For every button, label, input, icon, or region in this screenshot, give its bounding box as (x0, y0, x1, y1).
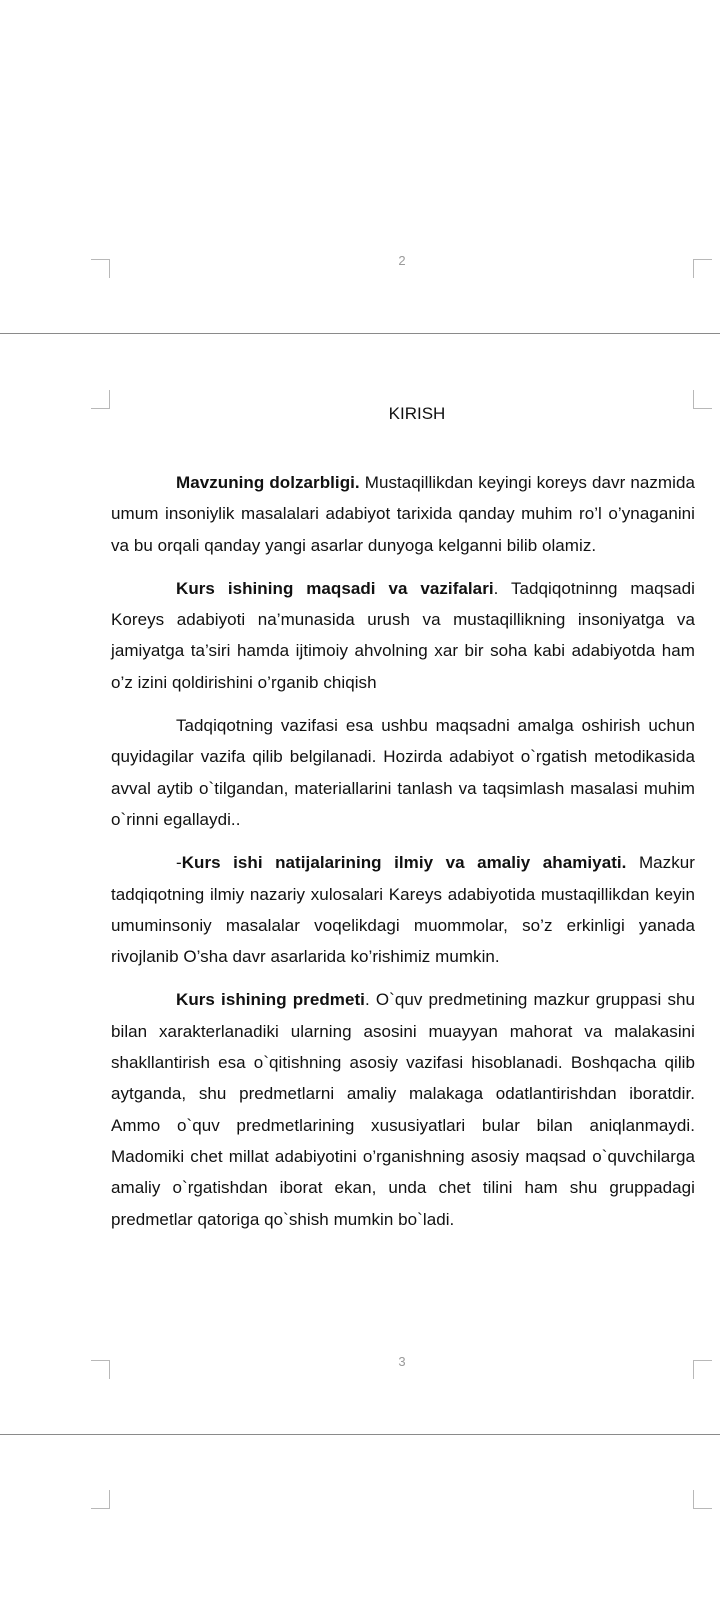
paragraph-body: . Tadqiqotninng maqsadi Koreys adabiyoti na’munasida urush va mustaqillikning insoniyatga va jamiyatga ta’siri hamda ijtimoiy ahvolning xar bir soha kabi adabiyotda ham o’z izini qoldirishini o’rganib chiqish (111, 578, 696, 692)
paragraph-body: Mustaqillikdan keyingi koreys davr nazmida umum insoniylik masalalari adabiyot tarixida qanday muhim ro’l o’ynaganini va bu orqali qanday yangi asarlar dunyoga kelganni bilib olamiz. (111, 473, 695, 555)
page-corner-mark (693, 1360, 712, 1379)
paragraph-heading: Kurs ishining maqsadi va vazifalari (176, 578, 494, 598)
page-number-2: 2 (398, 253, 406, 268)
page-content (111, 402, 695, 1247)
document-title: KIRISH (388, 404, 446, 423)
page-corner-mark (693, 390, 712, 409)
paragraph-tasks (111, 710, 695, 835)
paragraph-body: Mazkur tadqiqotning ilmiy nazariy xulosalari Kareys adabiyotida mustaqillikdan keyin umuminsoniy masalalar voqelikdagi muommolar, so’z erkinligi yanada rivojlanib O’sha davr asarlarida ko’rishimiz mumkin. (111, 853, 695, 967)
paragraph-prefix: - (176, 853, 182, 873)
paragraph-body: . O`quv predmetining mazkur gruppasi shu bilan xarakterlanadiki ularning asosini muayyan mahorat va malakasini shakllantirish esa o`qitishning asosiy vazifasi hisoblanadi. Boshqacha qilib aytganda, shu predmetlarni amaliy malakaga odatlantirishdan iboratdir. Ammo o`quv predmetlarining xususiyatlari bular bilan aniqlanmaydi. Madomiki chet millat adabiyotini o’rganishning asosiy maqsad o`quvchilarga amaliy o`rgatishdan iborat ekan, unda chet tilini ham shu gruppadagi predmetlar qatoriga qo`shish mumkin bo`ladi. (111, 990, 696, 1229)
paragraph-heading: Mavzuning dolzarbligi. (176, 473, 360, 492)
paragraph-heading: Kurs ishi natijalarining ilmiy va amaliy ahamiyati. (181, 853, 627, 873)
page-corner-mark (693, 259, 712, 278)
paragraph-heading: Kurs ishining predmeti (176, 990, 365, 1010)
paragraph-subject (111, 984, 695, 1234)
paragraph-purpose (111, 573, 695, 698)
page-corner-mark (91, 259, 110, 278)
page-corner-mark (91, 1360, 110, 1379)
paragraph-significance (111, 847, 695, 972)
paragraph-relevance (111, 467, 695, 561)
page-number-3: 3 (398, 1354, 406, 1369)
page-separator (0, 1434, 720, 1435)
page-corner-mark (91, 1490, 110, 1509)
paragraph-body: Tadqiqotning vazifasi esa ushbu maqsadni amalga oshirish uchun quyidagilar vazifa qilib belgilanadi. Hozirda adabiyot o`rgatish metodikasida avval aytib o`tilgandan, materiallarini tanlash va taqsimlash masalasi muhim o`rinni egallaydi.. (111, 716, 695, 829)
page-separator (0, 333, 720, 334)
page-corner-mark (91, 390, 110, 409)
page-corner-mark (693, 1490, 712, 1509)
